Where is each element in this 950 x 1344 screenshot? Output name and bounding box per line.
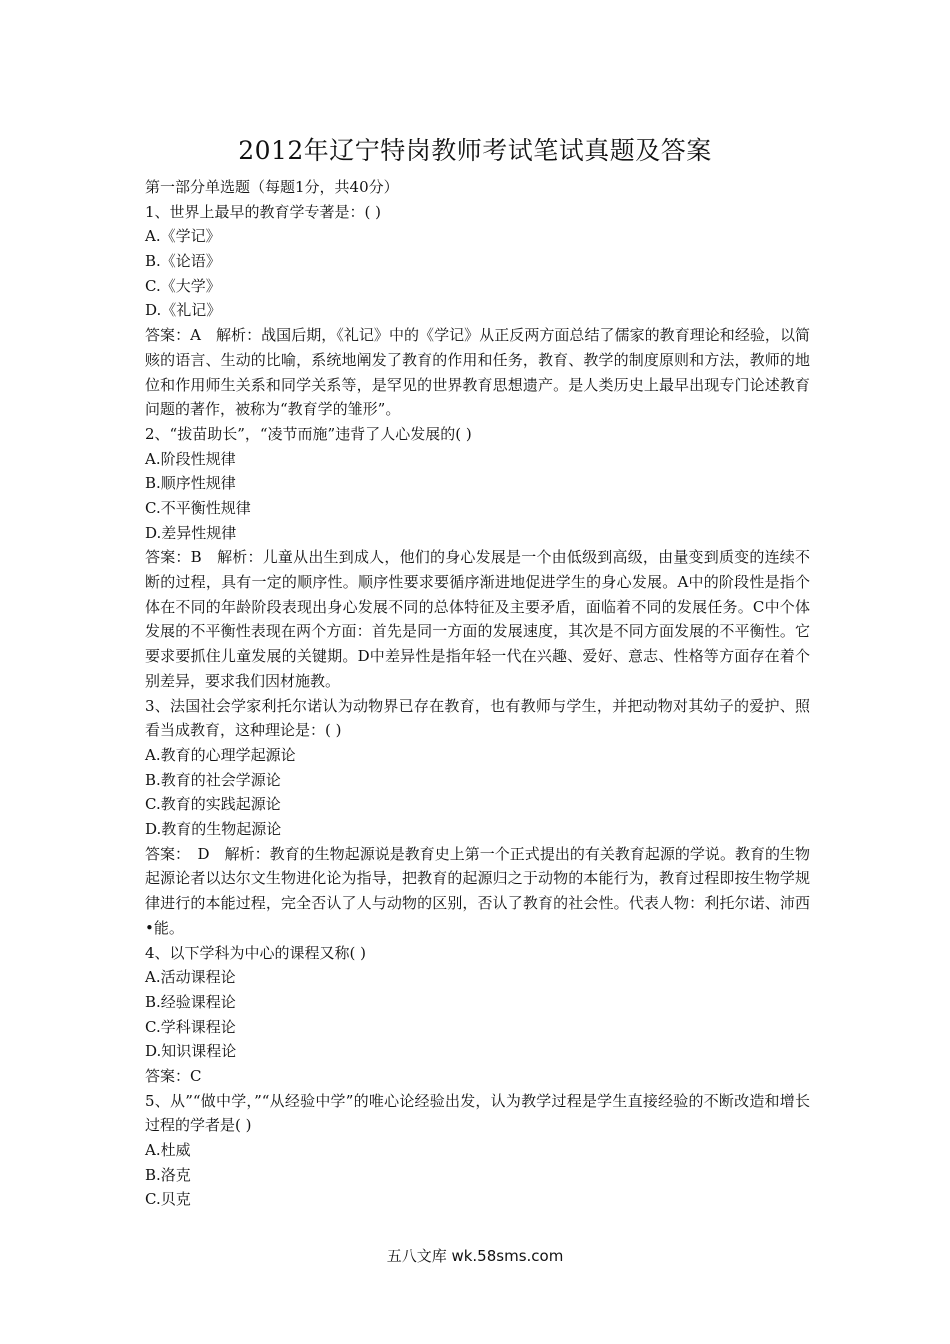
answer-explanation: 答案：C <box>145 1067 202 1085</box>
option-d: D.差异性规律 <box>145 523 237 542</box>
option-b: B.洛克 <box>145 1165 191 1184</box>
option-a: A.教育的心理学起源论 <box>145 746 296 764</box>
option-c: C.不平衡性规律 <box>145 499 251 517</box>
option-c: C.《大学》 <box>145 276 221 295</box>
document-body <box>145 175 810 1212</box>
option-b: B.《论语》 <box>145 252 221 271</box>
question-5 <box>145 1089 810 1212</box>
option-a: A.活动课程论 <box>145 968 236 987</box>
option-b: B.经验课程论 <box>145 992 236 1011</box>
option-d: D.教育的生物起源论 <box>145 820 282 839</box>
option-d: D.知识课程论 <box>145 1042 237 1061</box>
answer-explanation: 答案：B 解析：儿童从出生到成人，他们的身心发展是一个由低级到高级，由量变到质变的连续不断的过程，具有一定的顺序性。顺序性要求要循序渐进地促进学生的身心发展。A中的阶段性是指个体在不同的年龄阶段表现出身心发展不同的总体特征及主要矛盾，面临着不同的发展任务。C中个体发展的不平衡性表现在两个方面：首先是同一方面的发展速度，其次是不同方面发展的不平衡性。它要求要抓住儿童发展的关键期。D中差异性是指年轻一代在兴趣、爱好、意志、性格等方面存在着个别差异，要求我们因材施教。 <box>145 548 810 690</box>
option-a: A.《学记》 <box>145 227 221 246</box>
option-b: B.教育的社会学源论 <box>145 770 281 789</box>
option-c: C.贝克 <box>145 1190 191 1209</box>
question-stem: 5、从”“做中学，”“从经验中学”的唯心论经验出发，认为教学过程是学生直接经验的不断改造和增长过程的学者是( ) <box>145 1091 810 1135</box>
option-c: C.教育的实践起源论 <box>145 795 281 814</box>
option-d: D.《礼记》 <box>145 301 222 320</box>
option-b: B.顺序性规律 <box>145 474 236 493</box>
question-2 <box>145 422 810 694</box>
section-heading: 第一部分单选题（每题1分，共40分） <box>145 178 399 196</box>
answer-explanation: 答案： D 解析：教育的生物起源说是教育史上第一个正式提出的有关教育起源的学说。教育的生物起源论者以达尔文生物进化论为指导，把教育的起源归之于动物的本能行为，教育过程即按生物学规律进行的本能过程，完全否认了人与动物的区别，否认了教育的社会性。代表人物：利托尔诺、沛西•能。 <box>145 844 810 937</box>
question-stem: 2、“拔苗助长”，“凌节而施”违背了人心发展的( ) <box>145 424 472 443</box>
document-title: 2012年辽宁特岗教师考试笔试真题及答案 <box>238 136 712 165</box>
question-stem: 3、法国社会学家利托尔诺认为动物界已存在教育，也有教师与学生，并把动物对其幼子的爱护、照看当成教育，这种理论是：( ) <box>145 696 810 740</box>
option-c: C.学科课程论 <box>145 1017 236 1036</box>
answer-explanation: 答案：A 解析：战国后期，《礼记》中的《学记》从正反两方面总结了儒家的教育理论和经验，以简赅的语言、生动的比喻，系统地阐发了教育的作用和任务，教育、教学的制度原则和方法，教师的地位和作用师生关系和同学关系等，是罕见的世界教育思想遗产。是人类历史上最早出现专门论述教育问题的著作，被称为“教育学的雏形”。 <box>145 326 810 419</box>
question-4 <box>145 941 810 1089</box>
question-1 <box>145 200 810 422</box>
page-footer-watermark: 五八文库 wk.58sms.com <box>386 1247 564 1265</box>
question-3 <box>145 694 810 941</box>
question-stem: 4、以下学科为中心的课程又称( ) <box>145 943 367 962</box>
option-a: A.阶段性规律 <box>145 449 236 468</box>
question-stem: 1、世界上最早的教育学专著是：( ) <box>145 202 382 221</box>
option-a: A.杜威 <box>145 1141 191 1160</box>
